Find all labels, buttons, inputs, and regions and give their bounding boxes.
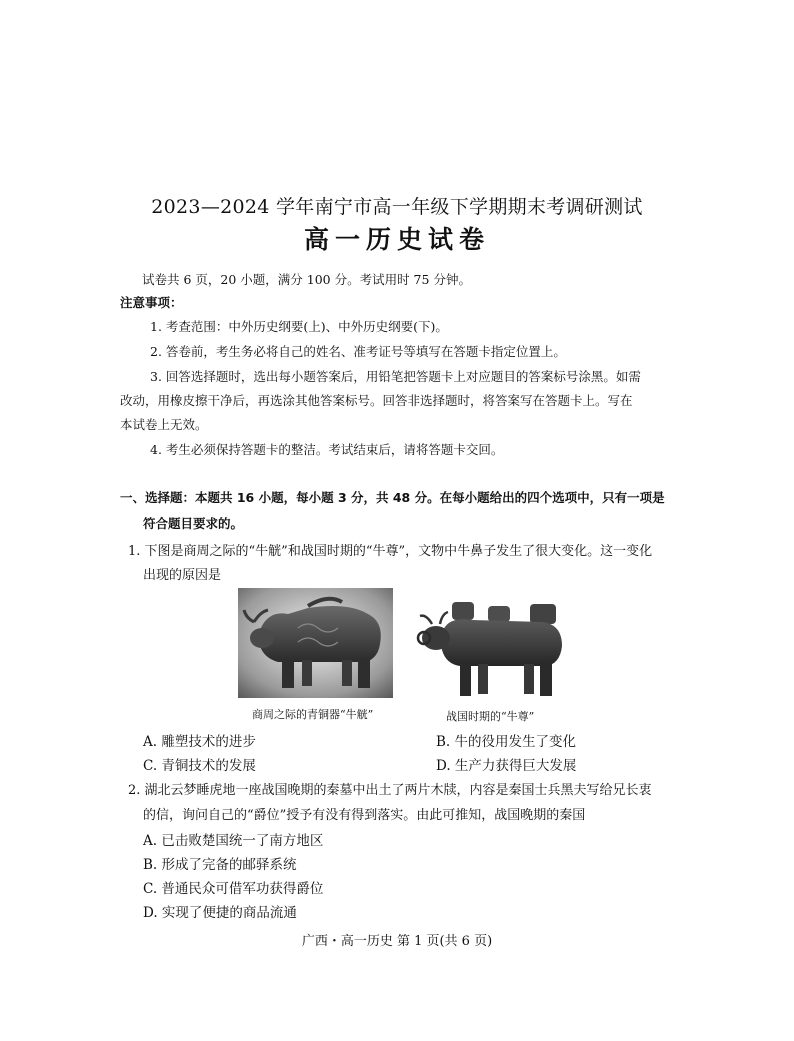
exam-subtitle: 2023—2024 学年南宁市高一年级下学期期末考调研测试 [151,196,643,218]
q1-stem-line-1: 1. 下图是商周之际的“牛觥”和战国时期的“牛尊”，文物中牛鼻子发生了很大变化。这一变化 [128,544,653,559]
q2-option-d[interactable]: D. 实现了便捷的商品流通 [143,905,297,921]
notes-item-3-line-2: 改动，用橡皮擦干净后，再选涂其他答案标号。回答非选择题时，将答案写在答题卡上。写在 [120,393,633,408]
notes-item-2: 2. 答卷前，考生务必将自己的姓名、准考证号等填写在答题卡指定位置上。 [150,344,566,359]
q2-option-a[interactable]: A. 已击败楚国统一了南方地区 [143,833,324,849]
q2-option-b[interactable]: B. 形成了完备的邮驿系统 [143,857,297,873]
notes-item-1: 1. 考查范围：中外历史纲要(上)、中外历史纲要(下)。 [150,319,448,334]
q2-stem-line-2: 的信，询问自己的“爵位”授予有没有得到落实。由此可推知，战国晚期的秦国 [143,808,586,823]
notes-item-3-line-1: 3. 回答选择题时，选出每小题答案后，用铅笔把答题卡上对应题目的答案标号涂黑。如需 [150,369,641,384]
exam-title: 高一历史试卷 [303,225,490,254]
q1-option-c[interactable]: C. 青铜技术的发展 [143,758,256,774]
notes-item-4: 4. 考生必须保持答题卡的整洁。考试结束后，请将答题卡交回。 [150,442,504,457]
section-1-heading-line-2: 符合题目要求的。 [143,516,244,531]
notes-item-3-line-3: 本试卷上无效。 [120,417,208,432]
notes-heading: 注意事项： [120,295,183,310]
q1-option-d[interactable]: D. 生产力获得巨大发展 [436,758,577,774]
section-1-heading: 一、选择题：本题共 16 小题，每小题 3 分，共 48 分。在每小题给出的四个选项中，只有一项是 [120,490,665,505]
q2-stem-line-1: 2. 湖北云梦睡虎地一座战国晚期的秦墓中出土了两片木牍，内容是秦国士兵黑夫写给兄长衷 [128,783,652,798]
bronze-ox-zun-image [412,594,572,704]
q1-option-a[interactable]: A. 雕塑技术的进步 [143,734,256,750]
bronze-ox-gong-image [238,588,393,698]
caption-ox-zun: 战国时期的“牛尊” [446,710,535,723]
exam-intro: 试卷共 6 页，20 小题，满分 100 分。考试用时 75 分钟。 [142,272,471,287]
q2-option-c[interactable]: C. 普通民众可借军功获得爵位 [143,881,324,897]
q1-stem-line-2: 出现的原因是 [143,568,222,583]
q1-option-b[interactable]: B. 牛的役用发生了变化 [436,734,577,750]
caption-ox-gong: 商周之际的青铜器“牛觥” [252,708,374,721]
page-footer: 广西・高一历史 第 1 页(共 6 页) [301,934,493,949]
